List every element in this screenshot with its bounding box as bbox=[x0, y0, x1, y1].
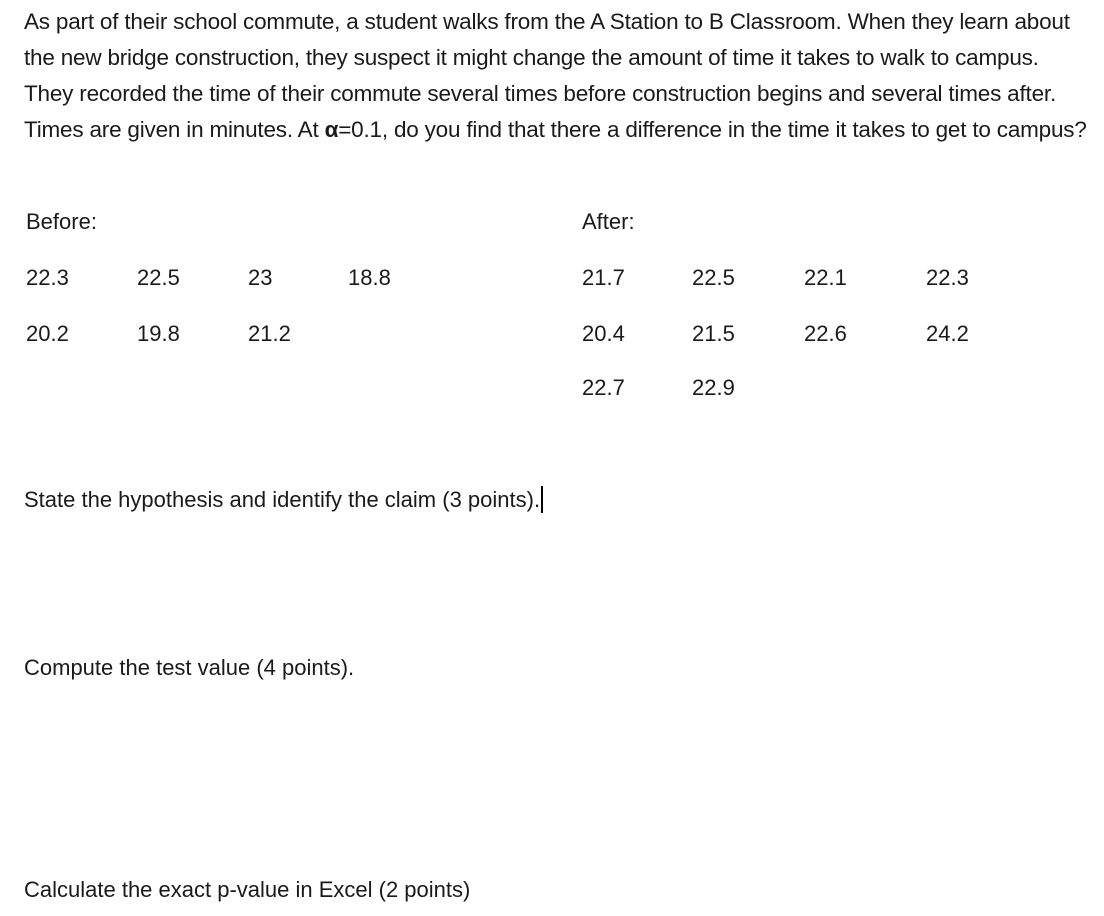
after-label: After: bbox=[582, 209, 635, 234]
before-value: 20.2 bbox=[26, 321, 69, 346]
p-value-question[interactable]: Calculate the exact p-value in Excel (2 points) bbox=[24, 877, 471, 902]
before-value: 19.8 bbox=[137, 321, 180, 346]
after-value: 20.4 bbox=[582, 321, 625, 346]
after-value: 22.9 bbox=[692, 375, 735, 400]
before-value: 18.8 bbox=[348, 265, 391, 290]
before-value: 23 bbox=[248, 265, 273, 290]
after-value: 22.1 bbox=[804, 265, 847, 290]
before-label: Before: bbox=[26, 209, 97, 234]
problem-statement bbox=[24, 4, 1092, 148]
after-value: 22.7 bbox=[582, 375, 625, 400]
hypothesis-question-text: State the hypothesis and identify the claim (3 points). bbox=[24, 487, 541, 512]
alpha-symbol: α bbox=[324, 117, 339, 142]
test-value-question[interactable]: Compute the test value (4 points). bbox=[24, 655, 355, 680]
hypothesis-question[interactable] bbox=[24, 485, 543, 515]
problem-text-part2: =0.1, do you find that there a difference in the time it takes to get to campus? bbox=[338, 117, 1087, 142]
after-value: 21.7 bbox=[582, 265, 625, 290]
problem-text-part1: As part of their school commute, a student walks from the A Station to B Classroom. When they learn about the new bridge construction, they suspect it might change the amount of time it takes to walk to campus. They recorded the time of their commute several times before construction begins and several times after. Times are given in minutes. At bbox=[24, 9, 1070, 142]
text-cursor bbox=[541, 486, 543, 513]
after-value: 21.5 bbox=[692, 321, 735, 346]
after-value: 24.2 bbox=[926, 321, 969, 346]
before-value: 22.3 bbox=[26, 265, 69, 290]
before-value: 22.5 bbox=[137, 265, 180, 290]
before-value: 21.2 bbox=[248, 321, 291, 346]
after-value: 22.6 bbox=[804, 321, 847, 346]
after-value: 22.3 bbox=[926, 265, 969, 290]
after-value: 22.5 bbox=[692, 265, 735, 290]
